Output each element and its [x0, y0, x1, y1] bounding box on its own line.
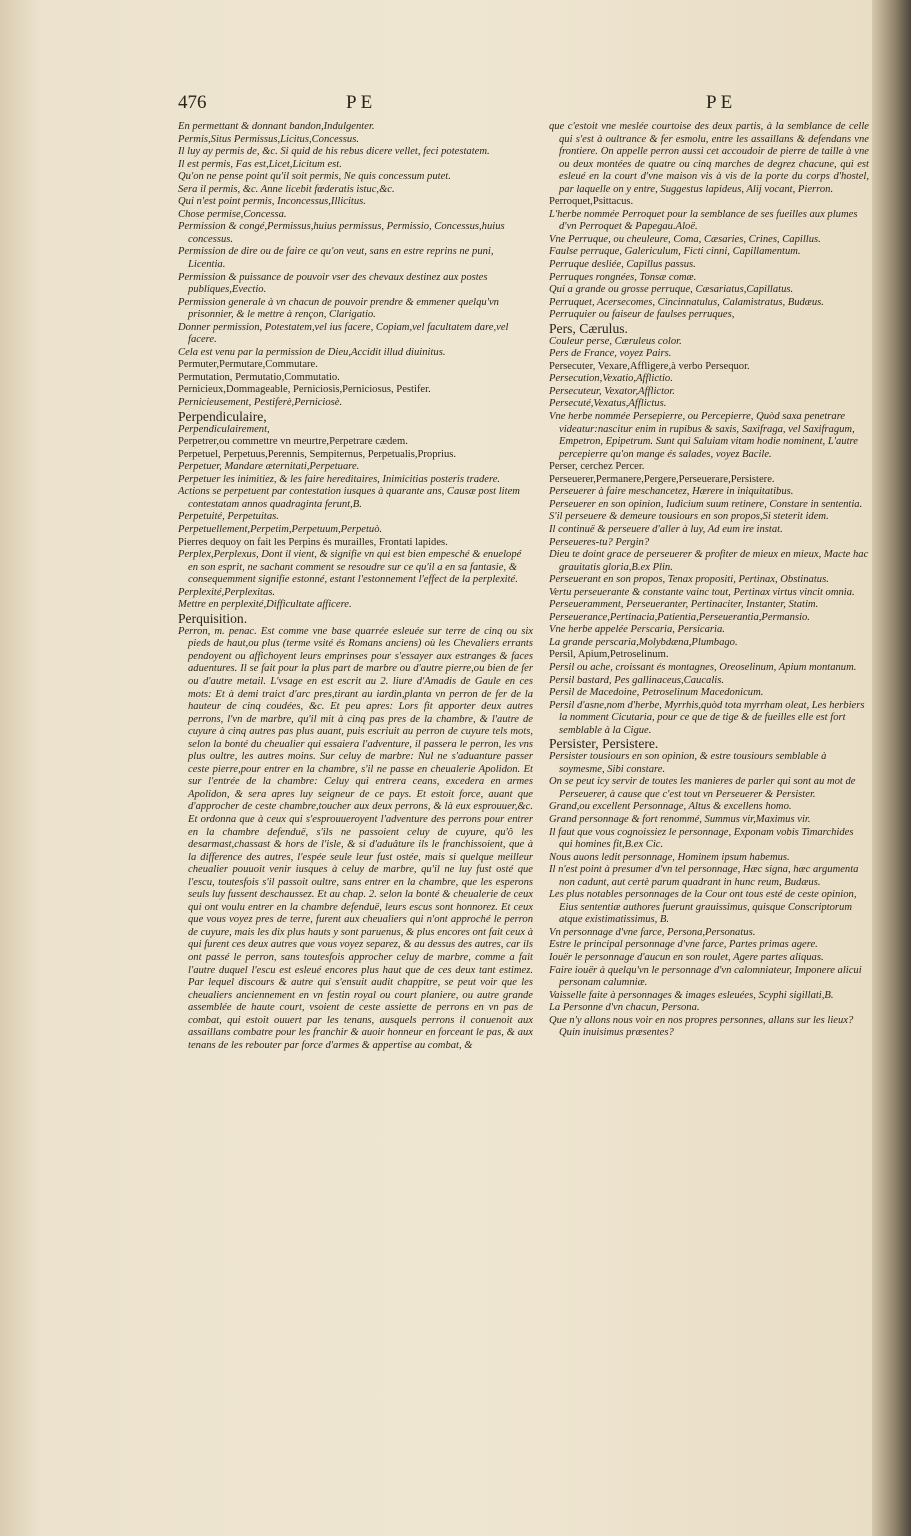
entry: Il est permis, Fas est,Licet,Licitum est.: [178, 158, 342, 170]
entry: Perpetuel, Perpetuus,Perennis, Sempiternus, Perpetualis,Proprius.: [178, 448, 457, 460]
entry: Faire iouër à quelqu'vn le personnage d'vn calomniateur, Imponere alicui personam calumniæ.: [549, 964, 862, 989]
entry: Il n'est point à presumer d'vn tel personnage, Hæc signa, hæc argumenta non cadunt, aut certè parum quadrant in hunc reum, Budæus.: [549, 864, 859, 888]
entry: Faulse perruque, Galericulum, Ficti cinni, Capillamentum.: [549, 246, 801, 258]
entry: Persecuter, Vexare,Affligere,à verbo Persequor.: [549, 360, 750, 372]
entry: Perseuerance,Pertinacia,Patientia,Perseuerantia,Permansio.: [549, 611, 810, 623]
entry: Vertu perseuerante & constante vainc tout, Pertinax virtus vincit omnia.: [549, 586, 855, 598]
entry: Mettre en perplexité,Difficultate afficere.: [178, 599, 352, 611]
left-column: [178, 121, 533, 1052]
entry: Persil d'asne,nom d'herbe, Myrrhis,quòd tota myrrham oleat, Les herbiers la nomment Cicutaria, pour ce que de tige & de fueilles elle est fort semblable à la Cigue.: [549, 699, 865, 736]
entry: Il faut que vous cognoissiez le personnage, Exponam vobis Timarchides qui homines fit,B.ex Cic.: [549, 826, 854, 851]
entry: Perpetuellement,Perpetim,Perpetuum,Perpetuò.: [178, 523, 383, 535]
entry: Iouër le personnage d'aucun en son roulet, Agere partes aliquas.: [549, 952, 824, 963]
right-running-head: PE: [706, 92, 737, 113]
entry: Grand personnage & fort renommé, Summus vir,Maximus vir.: [549, 813, 811, 825]
left-running-head: PE: [346, 92, 377, 113]
entry: Permission & congé,Permissus,huius permissus, Permissio, Concessus,huius concessus.: [178, 221, 505, 245]
entry: Perser, cerchez Percer.: [549, 461, 645, 473]
entry: Perpetrer,ou commettre vn meurtre,Perpetrare cædem.: [178, 436, 408, 448]
entry: En permettant & donnant bandon,Indulgenter.: [178, 121, 375, 132]
entry: Perseuerer à faire meschancetez, Hærere in iniquitatibus.: [549, 486, 794, 498]
entry: Perseueramment, Perseueranter, Pertinaciter, Instanter, Statim.: [549, 599, 819, 611]
entry: Perseuerant en son propos, Tenax propositi, Pertinax, Obstinatus.: [549, 574, 829, 586]
entry: On se peut icy servir de toutes les manieres de parler qui sont au mot de Perseuerer, à cause que c'est tout vn Perseuerer & Persister.: [549, 776, 856, 800]
entry: Couleur perse, Cæruleus color.: [549, 335, 682, 347]
entry: Perpendiculairement,: [178, 423, 270, 435]
entry: Les plus notables personnages de la Cour ont tous esté de ceste opinion, Eius sententiæ authores fuerunt grauissimus, quisque Conscriptorum atque existimatissimus, B.: [549, 889, 857, 926]
entry: Persecution,Vexatio,Afflictio.: [549, 373, 673, 385]
entry: Persecuté,Vexatus,Afflictus.: [549, 398, 667, 410]
entry: Persecuteur, Vexator,Afflictor.: [549, 385, 675, 397]
entry: Cela est venu par la permission de Dieu,Accidit illud diuinitus.: [178, 346, 446, 358]
entry: Perplex,Perplexus, Dont il vient, & signifie vn qui est bien empesché & enuelopé en son esprit, ne sachant comment se resoudre sur ce qu'il a en sa fantasie, & consequemment signifie estonné, estant l'estonnement l'effect de la perplexité.: [178, 549, 522, 586]
entry: Persil bastard, Pes gallinaceus,Caucalis.: [549, 674, 724, 686]
entry: Perseueres-tu? Pergin?: [549, 536, 650, 548]
entry: Perpetuité, Perpetuitas.: [178, 511, 279, 523]
entry: Persister tousiours en son opinion, & estre tousiours semblable à soymesme, Sibi constare.: [549, 751, 827, 775]
entry: Actions se perpetuent par contestation iusques à quarante ans, Causæ post litem contestatam annos quadraginta ferunt,B.: [178, 486, 520, 510]
entry: Persil ou ache, croissant és montagnes, Oreoselinum, Apium montanum.: [549, 661, 857, 673]
headword-entry: Pers, Cærulus.: [549, 320, 628, 336]
entry: Persil de Macedoine, Petroselinum Macedonicum.: [549, 687, 764, 699]
entry: Perruquet, Acersecomes, Cincinnatulus, Calamistratus, Budæus.: [549, 296, 824, 308]
entry: Perroquet,Psittacus.: [549, 196, 634, 208]
entry: Perpetuer les inimitiez, & les faire hereditaires, Inimicitias posteris tradere.: [178, 473, 501, 485]
entry: Permuter,Permutare,Commutare.: [178, 359, 318, 371]
entry: Il continuë & perseuere d'aller à luy, Ad eum ire instat.: [549, 523, 783, 535]
entry: Vne Perruque, ou cheuleure, Coma, Cæsaries, Crines, Capillus.: [549, 233, 821, 245]
entry: Chose permise,Concessa.: [178, 208, 287, 220]
entry: L'herbe nommée Perroquet pour la semblance de ses fueilles aux plumes d'vn Perroquet & Papegau.Aloë.: [549, 208, 858, 233]
entry: Perseuerer,Permanere,Pergere,Perseuerare,Persistere.: [549, 473, 775, 485]
headword-entry: Persister, Persistere.: [549, 736, 659, 752]
entry: Permission & puissance de pouvoir vser des chevaux destinez aux postes publiques,Evectio.: [178, 271, 488, 296]
entry: Il luy ay permis de, &c. Si quid de his rebus dicere vellet, feci potestatem.: [178, 146, 490, 158]
headword-entry: Perpendiculaire,: [178, 408, 267, 424]
running-header: [178, 92, 868, 118]
entry: Vn personnage d'vne farce, Persona,Personatus.: [549, 926, 756, 938]
entry: Donner permission, Potestatem,vel ius facere, Copiam,vel facultatem dare,vel facere.: [178, 321, 509, 346]
entry: Perplexité,Perplexitas.: [178, 586, 276, 598]
entry: Permis,Situs Permissus,Licitus,Concessus.: [178, 133, 359, 145]
entry: Vaisselle faite à personnages & images esleuées, Scyphi sigillati,B.: [549, 989, 834, 1001]
entry: Perpetuer, Mandare æternitati,Perpetuare.: [178, 461, 360, 473]
entry: Qu'on ne pense point qu'il soit permis, Ne quis concessum putet.: [178, 171, 451, 183]
entry: Pernicieux,Dommageable, Perniciosis,Perniciosus, Pestifer.: [178, 384, 431, 396]
entry: Perruques rongnées, Tonsæ comæ.: [549, 271, 697, 283]
entry: Que n'y allons nous voir en nos propres personnes, allans sur les lieux? Quin inuisimus præsentes?: [549, 1014, 854, 1039]
entry: Nous auons ledit personnage, Hominem ipsum habemus.: [549, 851, 790, 863]
entry: Grand,ou excellent Personnage, Altus & excellens homo.: [549, 801, 792, 813]
entry: Pernicieusement, Pestiferè,Perniciosè.: [178, 397, 343, 409]
entry: S'il perseuere & demeure tousiours en son propos,Si steterit idem.: [549, 511, 829, 523]
entry: Vne herbe appelée Perscaria, Persicaria.: [549, 624, 725, 636]
entry: Sera il permis, &c. Anne licebit fœderatis istuc,&c.: [178, 183, 395, 195]
entry: Pers de France, voyez Pairs.: [549, 348, 672, 360]
headword-entry: Perquisition.: [178, 610, 248, 626]
entry: Vne herbe nommée Persepierre, ou Percepierre, Quòd saxa penetrare videatur:nascitur enim in rupibus & saxis, Saxifraga, vel Saxifragum, Empetron, Epipetrum. Sunt qui Saluiam vitam hodie nominent, L'autre percepierre qu'on mange és salades, voyez Bacile.: [549, 411, 858, 460]
entry: Persil, Apium,Petroselinum.: [549, 649, 669, 661]
entry: La Personne d'vn chacun, Persona.: [549, 1002, 700, 1014]
entry: Perruquier ou faiseur de faulses perruques,: [549, 309, 735, 321]
entry-perron: Perron, m. penac. Est comme vne base quarrée esleuée sur terre de cinq ou six pieds de haut,ou plus (terme vsité és Romans anciens) où les Chevaliers errants pendoyent ou affichoyent leurs emprinses pour s'essayer aux estranges & faces aduentures. Il se fait pour la plus part de marbre ou d'autre pierre,ou bien de fer ou d'autre metail. L'vsage en est escrit au 2. liure d'Amadis de Gaule en ces mots: Et à demi traict d'arc pres,tirant au iardin,planta vn perron de fer de la hauteur de cinq coudées, &c. Et peu apres: Lors fit apporter deux autres perrons, l'vn de marbre, qu'il mit à cinq pas pres de la chambre, & l'autre de cuyure à cinq autres pas plus auant, puis escriuit au perron de cuyure tels mots, selon la bonté du cheualier qui essaiera l'adventure, il passera le perron, les vns plus oultre, les autres moins. Sur celuy de marbre: Nul ne s'aduanture passer ceste pierre,pour entrer en la chambre, s'il ne passe en cheualerie Apolidon. Et sur l'entrée de la chambre: Celuy qui entrera ceans, excedera en armes Apolidon, & sera apres luy seigneur de ce pays. Et estoit force, auant que d'approcher de ceste chambre,toucher aux deux perrons, & là eux esprouuer,&c. Et ordonna que à ceux qui s'esprouueroyent l'adventure des perrons pour entrer en la chambre defenduë, s'ils ne passoient celuy de cuyure, qu'ô les desarmast,chassast & hors de l'isle, & si d'aduâture ils le franchissoient, que à la difference des autres, l'espée seule leur fust ostée, mais si quelque meilleur cheualier pouuoit venir iusques à celuy de marbre, qu'il ne luy fust osté que l'escu, toutesfois s'il passoit oultre, sans entrer en la chambre, que les esperons seuls luy fussent deschaussez. Et au chap. 2. selon la bonté & cheualerie de ceux qui ont voulu entrer en la chambre defenduë, leurs escus sont honnorez. Et ceux que vous voyez pres de terre, furent aux cheualiers qui n'ont approché le perron de cuyure, mais les dix plus hauts y sont paruenus, & plus encores ont fait ceux à qui furent ces deux autres que vous voyez separez, & au dessus des autres, car ils ont passé le perron, sans toutesfois approcher celuy de marbre, comme a fait l'autre duquel l'escu est esleué encores plus haut que de ces deux tant estimez. Par lequel discours & autre qui s'ensuit audit chappitre, se peut voir que les cheualiers anciennement en vn festin royal ou court planiere, ou autre grande assemblée de haute court, vsoient de ceste assiette de perrons en vn pas de combat, qui estoit ouuert par les tenans, ausquels perrons il conuenoit aux assaillans combatre pour les franchir & auoir honneur en forceant le pas, & aux tenans de les rebouter par force d'armes & appertise au combat, &: [178, 625, 533, 1051]
book-gutter: [872, 0, 911, 1536]
page-number: 476: [178, 92, 207, 113]
right-column: [549, 121, 869, 1040]
entry: Permutation, Permutatio,Commutatio.: [178, 371, 340, 383]
entry: Pierres dequoy on fait les Perpins és murailles, Frontati lapides.: [178, 536, 448, 548]
entry: Perruque desliée, Capillus passus.: [549, 259, 696, 271]
entry: Qui a grande ou grosse perruque, Cæsariatus,Capillatus.: [549, 284, 794, 296]
entry: Dieu te doint grace de perseuerer & profiter de mieux en mieux, Macte hac grauitatis gloria,B.ex Plin.: [549, 549, 869, 573]
entry: Estre le principal personnage d'vne farce, Partes primas agere.: [549, 939, 818, 951]
entry: Permission de dire ou de faire ce qu'on veut, sans en estre reprins ne puni, Licentia.: [178, 246, 494, 271]
entry: Permission generale à vn chacun de pouvoir prendre & emmener quelqu'vn prisonnier, & le mettre à rençon, Clarigatio.: [178, 296, 499, 321]
entry-continuation: que c'estoit vne meslée courtoise des deux partis, à la semblance de celle qui s'est à oultrance & fer esmolu, entre les assaillans & defendans vne frontiere. On appelle perron aussi cet accoudoir de pierre de taille à vne ou deux montées de quatre ou cinq marches de degrez chacune, qui est esleué en la court d'vne maison vis à vis de la porte du corps d'hostel, par laquelle on y entre, Suggestus lapideus, Alij vocant, Pierron.: [549, 121, 869, 195]
entry: Qui n'est point permis, Inconcessus,Illicitus.: [178, 196, 366, 208]
entry: Perseuerer en son opinion, Iudicium suum retinere, Constare in sententia.: [549, 498, 863, 510]
entry: La grande perscaria,Molybdæna,Plumbago.: [549, 636, 738, 648]
